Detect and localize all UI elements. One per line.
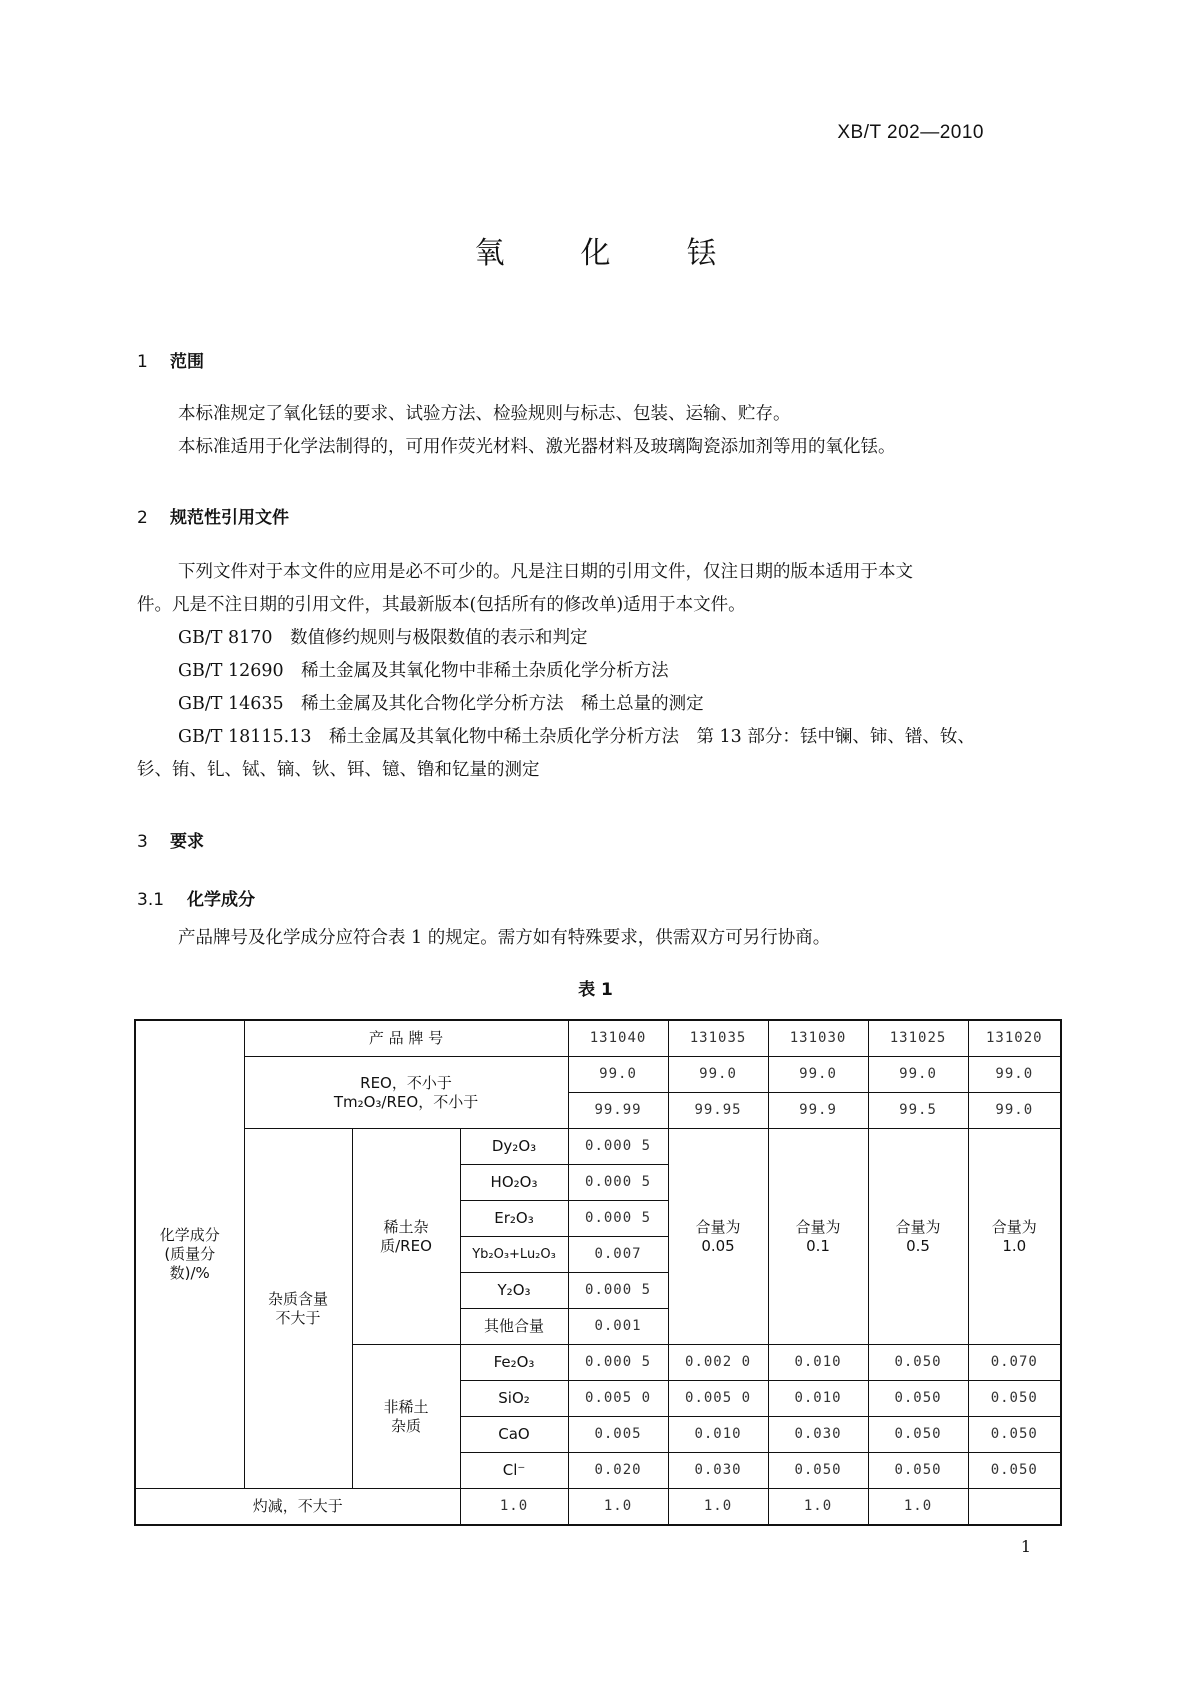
total-cell: 合量为 0.1 <box>768 1129 868 1345</box>
impurity-name: Er₂O₃ <box>460 1201 568 1237</box>
grade-cell: 131030 <box>768 1020 868 1057</box>
total-cell: 合量为 0.05 <box>668 1129 768 1345</box>
section-3-1-title: 化学成分 <box>187 890 255 910</box>
total-cell: 合量为 1.0 <box>968 1129 1061 1345</box>
impurity-value: 0.070 <box>968 1345 1061 1381</box>
title-char-1: 氧 <box>474 236 505 271</box>
standard-number: XB/T 202—2010 <box>837 122 984 143</box>
impurity-content-label: 杂质含量 不大于 <box>244 1129 352 1489</box>
ratio-value: 99.99 <box>568 1093 668 1129</box>
ratio-value: 99.0 <box>968 1093 1061 1129</box>
rare-earth-impurity-label: 稀土杂 质/REO <box>352 1129 460 1345</box>
table-caption: 表 1 <box>578 980 613 1000</box>
impurity-value: 0.005 0 <box>568 1381 668 1417</box>
reference-item: GB/T 8170 数值修约规则与极限数值的表示和判定 <box>178 628 588 648</box>
loi-value: 1.0 <box>668 1489 768 1526</box>
section-3-number: 3 <box>137 832 148 852</box>
impurity-value: 0.000 5 <box>568 1273 668 1309</box>
impurity-value: 0.010 <box>768 1381 868 1417</box>
loss-on-ignition-label: 灼减，不大于 <box>135 1489 460 1526</box>
document-title <box>0 228 1191 272</box>
section-3-heading <box>137 827 204 852</box>
reo-value: 99.0 <box>768 1057 868 1093</box>
section-1-heading <box>137 347 204 372</box>
chemical-composition-table <box>134 1019 1062 1526</box>
impurity-value: 0.001 <box>568 1309 668 1345</box>
grade-cell: 131025 <box>868 1020 968 1057</box>
non-rare-earth-impurity-label: 非稀土 杂质 <box>352 1345 460 1489</box>
reference-item: GB/T 12690 稀土金属及其氧化物中非稀土杂质化学分析方法 <box>178 661 669 681</box>
impurity-value: 0.005 <box>568 1417 668 1453</box>
reference-item-4-line-2: 钐、铕、钆、铽、镝、钬、铒、镱、镥和钇量的测定 <box>137 760 540 780</box>
impurity-name: Y₂O₃ <box>460 1273 568 1309</box>
grade-cell: 131035 <box>668 1020 768 1057</box>
section-1-number: 1 <box>137 352 148 372</box>
page-number: 1 <box>1020 1537 1031 1556</box>
impurity-name: 其他合量 <box>460 1309 568 1345</box>
ratio-value: 99.9 <box>768 1093 868 1129</box>
section-2-intro-line-1: 下列文件对于本文件的应用是必不可少的。凡是注日期的引用文件，仅注日期的版本适用于本文 <box>178 562 913 582</box>
section-3-1-number: 3.1 <box>137 890 165 910</box>
reference-item: GB/T 14635 稀土金属及其化合物化学分析方法 稀土总量的测定 <box>178 694 704 714</box>
title-char-2: 化 <box>580 236 611 271</box>
product-grade-label: 产 品 牌 号 <box>244 1020 568 1057</box>
impurity-value: 0.010 <box>768 1345 868 1381</box>
section-2-intro-line-2: 件。凡是不注日期的引用文件，其最新版本(包括所有的修改单)适用于本文件。 <box>137 595 746 615</box>
section-1-para-1: 本标准规定了氧化铥的要求、试验方法、检验规则与标志、包装、运输、贮存。 <box>178 404 791 424</box>
impurity-name: Fe₂O₃ <box>460 1345 568 1381</box>
impurity-value: 0.000 5 <box>568 1201 668 1237</box>
title-char-3: 铥 <box>686 236 717 271</box>
impurity-value: 0.050 <box>868 1417 968 1453</box>
impurity-value: 0.000 5 <box>568 1165 668 1201</box>
impurity-value: 0.050 <box>868 1381 968 1417</box>
impurity-value: 0.030 <box>668 1453 768 1489</box>
grade-cell: 131040 <box>568 1020 668 1057</box>
table-row <box>135 1489 1061 1526</box>
impurity-value: 0.007 <box>568 1237 668 1273</box>
reference-item-4-line-1: GB/T 18115.13 稀土金属及其氧化物中稀土杂质化学分析方法 第 13 部分：铥中镧、铈、镨、钕、 <box>178 727 975 747</box>
section-3-1-heading <box>137 885 255 910</box>
section-1-title: 范围 <box>170 352 204 372</box>
reo-value: 99.0 <box>668 1057 768 1093</box>
impurity-value: 0.050 <box>968 1453 1061 1489</box>
impurity-value: 0.050 <box>868 1345 968 1381</box>
table-row <box>135 1020 1061 1057</box>
impurity-value: 0.050 <box>768 1453 868 1489</box>
section-1-para-2: 本标准适用于化学法制得的，可用作荧光材料、激光器材料及玻璃陶瓷添加剂等用的氧化铥。 <box>178 437 896 457</box>
loi-value: 1.0 <box>768 1489 868 1526</box>
impurity-value: 0.050 <box>968 1417 1061 1453</box>
loi-value: 1.0 <box>568 1489 668 1526</box>
table-row <box>135 1129 1061 1165</box>
impurity-value: 0.000 5 <box>568 1345 668 1381</box>
impurity-name: Dy₂O₃ <box>460 1129 568 1165</box>
section-2-heading <box>137 503 289 528</box>
grade-cell: 131020 <box>968 1020 1061 1057</box>
impurity-name: SiO₂ <box>460 1381 568 1417</box>
loi-value: 1.0 <box>868 1489 968 1526</box>
impurity-value: 0.005 0 <box>668 1381 768 1417</box>
impurity-value: 0.020 <box>568 1453 668 1489</box>
impurity-name: HO₂O₃ <box>460 1165 568 1201</box>
impurity-value: 0.010 <box>668 1417 768 1453</box>
impurity-name: Cl⁻ <box>460 1453 568 1489</box>
loi-value: 1.0 <box>460 1489 568 1526</box>
ratio-value: 99.5 <box>868 1093 968 1129</box>
impurity-value: 0.050 <box>868 1453 968 1489</box>
reo-value: 99.0 <box>868 1057 968 1093</box>
section-3-title: 要求 <box>170 832 204 852</box>
impurity-name: CaO <box>460 1417 568 1453</box>
ratio-value: 99.95 <box>668 1093 768 1129</box>
impurity-value: 0.002 0 <box>668 1345 768 1381</box>
impurity-value: 0.000 5 <box>568 1129 668 1165</box>
impurity-value: 0.050 <box>968 1381 1061 1417</box>
impurity-name: Yb₂O₃+Lu₂O₃ <box>460 1237 568 1273</box>
section-2-title: 规范性引用文件 <box>170 508 289 528</box>
section-2-number: 2 <box>137 508 148 528</box>
impurity-value: 0.030 <box>768 1417 868 1453</box>
reo-value: 99.0 <box>968 1057 1061 1093</box>
total-cell: 合量为 0.5 <box>868 1129 968 1345</box>
reo-label-cell: REO，不小于 Tm₂O₃/REO，不小于 <box>244 1057 568 1129</box>
table-row <box>135 1057 1061 1093</box>
chemical-composition-label: 化学成分 (质量分 数)/% <box>135 1020 244 1489</box>
section-3-1-para: 产品牌号及化学成分应符合表 1 的规定。需方如有特殊要求，供需双方可另行协商。 <box>178 928 831 948</box>
reo-value: 99.0 <box>568 1057 668 1093</box>
